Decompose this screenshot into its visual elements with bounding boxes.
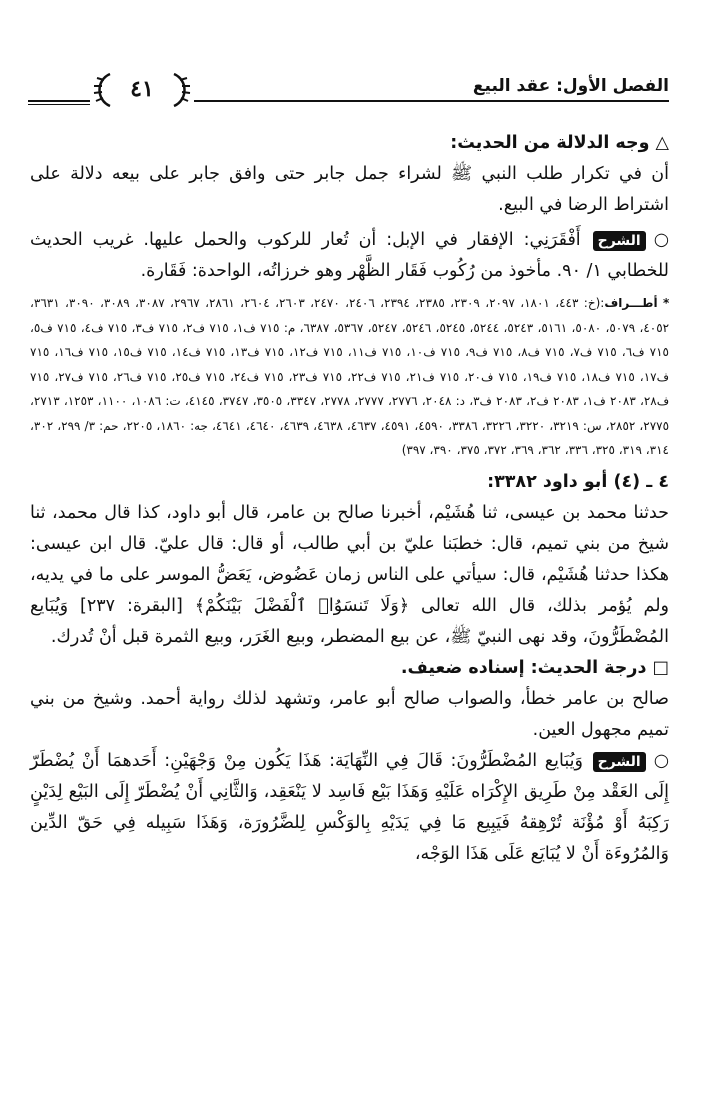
page-header <box>28 70 669 116</box>
circle-icon: ○ <box>653 750 669 771</box>
page-body <box>30 128 669 870</box>
sharh-paragraph-2 <box>30 746 669 870</box>
page-number: ٤١ <box>130 76 154 102</box>
hadith-heading: ٤ ـ (٤) أبو داود ٣٣٨٢: <box>487 471 669 492</box>
paragraph: أن في تكرار طلب النبي ﷺ لشراء جمل جابر حتى وافق جابر على بيعه دلالة على اشتراط الرضا في البيع. <box>30 164 669 215</box>
sharh-label: الشرح <box>593 231 646 251</box>
atraf-label: أطـــراف <box>604 296 658 310</box>
atraf-list <box>30 291 669 463</box>
grade-note: صالح بن عامر خطأ، والصواب صالح أبو عامر، وتشهد لذلك رواية أحمد. وشيخ من بني تميم مجهول العين. <box>30 688 669 740</box>
sharh-text: أَفْقَرَنِي: الإفقار في الإبل: أن تُعار للركوب والحمل عليها. غريب الحديث للخطابي ١/ ٩٠. مأخوذ من رُكُوب فَقَار الظَّهْر وهو خرزاتُه، الواحدة: فَقَارة. <box>30 230 669 281</box>
grade-text: درجة الحديث: إسناده ضعيف. <box>400 657 647 678</box>
section-heading <box>30 128 669 159</box>
page-number-badge <box>90 70 194 110</box>
square-icon: □ <box>652 657 669 678</box>
sharh-label: الشرح <box>593 752 646 772</box>
hadith-text: حدثنا محمد بن عيسى، ثنا هُشَيْم، أخبرنا صالح بن عامر، قال أبو داود، كذا قال محمد، ثنا شيخ من بني تميم، قال: خطبَنا عليّ بن أبي طالب، أو قال: قال عليّ. قال ابن عيسى: هكذا حدثنا هُشَيْم، قال: سيأتي على الناس زمان عَضُوض، يَعَضُّ الموسر على ما في يديه، ولم يُؤمر بذلك، قال الله تعالى ﴿وَلَا تَنسَوُا۟ ٱلْفَضْلَ بَيْنَكُمْ﴾ [البقرة: ٢٣٧] وَيُبَايع المُضْطَرُّونَ، وقد نهى النبيّ ﷺ، عن بيع المضطر، وبيع الغَرَر، وبيع الثمرة قبل أنْ تُدرك. <box>30 502 669 647</box>
heading-text: وجه الدلالة من الحديث: <box>450 133 650 153</box>
chapter-title: الفصل الأول: عقد البيع <box>472 76 669 96</box>
circle-icon: ○ <box>653 230 669 250</box>
atraf-text: :(خ: ٤٤٣، ١٨٠١، ٢٠٩٧، ٢٣٠٩، ٢٣٨٥، ٢٣٩٤، ٢٤٠٦، ٢٤٧٠، ٢٦٠٣، ٢٦٠٤، ٢٨٦١، ٢٩٦٧، ٣٠٨٧، ٣٠٨٩، ٣٠٩٠، ٣٦٣١، ٤٠٥٢، ٥٠٧٩، ٥٠٨٠، ٥١٦١، ٥٢٤٣، ٥٢٤٤، ٥٢٤٥، ٥٢٤٦، ٥٢٤٧، ٥٣٦٧، ٦٣٨٧، م: ٧١٥ ف١، ٧١٥ ف٢، ٧١٥ ف٣، ٧١٥ ف٤، ٧١٥ ف٥، ٧١٥ ف٦، ٧١٥ ف٧، ٧١٥ ف٨، ٧١٥ ف٩، ٧١٥ ف١٠، ٧١٥ ف١١، ٧١٥ ف١٢، ٧١٥ ف١٣، ٧١٥ ف١٤، ٧١٥ ف١٥، ٧١٥ ف١٦، ٧١٥ ف١٧، ٧١٥ ف١٨، ٧١٥ ف١٩، ٧١٥ ف٢٠، ٧١٥ ف٢١، ٧١٥ ف٢٢، ٧١٥ ف٢٣، ٧١٥ ف٢٤، ٧١٥ ف٢٥، ٧١٥ ف٢٦، ٧١٥ ف٢٧، ٧١٥ ف٢٨، ٢٠٨٣ ف١، ٢٠٨٣ ف٢، ٢٠٨٣ ف٣، د: ٢٠٤٨، ٢٧٧٦، ٢٧٧٧، ٢٧٧٨، ٣٣٤٧، ٣٥٠٥، ٣٧٤٧، ٤١٤٥، ت: ١٠٨٦، ١١٠٠، ١٢٥٣، ٢٧١٣، ٢٧٧٥، ٢٨٥٢، س: ٣٢١٩، ٣٢٢٠، ٣٢٢٦، ٣٣٨٦، ٤٥٩٠، ٤٥٩١، ٤٦٣٧، ٤٦٣٨، ٤٦٣٩، ٤٦٤٠، ٤٦٤١، جه: ١٨٦٠، ٢٢٠٥، حم: ٣/ ٢٩٩، ٣٠٢، ٣١٤، ٣١٩، ٣٢٥، ٣٣٦، ٣٦٢، ٣٦٩، ٣٧٢، ٣٧٥، ٣٩٠، ٣٩٧) <box>30 296 670 457</box>
sharh-text: وَيُبَايع المُضْطَرُّونَ: قَالَ فِي النِّهَايَة: هَذَا يَكُون مِنْ وَجْهَيْنِ: أَحَدهمَا أَنْ يُضْطَرّ إِلَى العَقْد مِنْ طَرِيق الإِكْرَاه عَلَيْهِ وَهَذَا بَيْع فَاسِد لا يَنْعَقِد، وَالثَّانِي أَنْ يُضْطَرّ إِلَى البَيْع لِدَيْنٍ رَكِبَهُ أَوْ مُؤْنَة تُرْهِقهُ فَيَبِيع مَا فِي يَدَيْهِ بِالوَكْسِ لِلضَّرُورَة، وَهَذَا سَبِيله فِي حَقّ الدِّين وَالمُرُوءَة أَنْ لا يُبَايَع عَلَى هَذَا الوَجْه، <box>30 750 669 864</box>
asterisk-icon: * <box>662 296 670 310</box>
sharh-paragraph <box>30 225 669 287</box>
grade-line <box>30 653 669 684</box>
triangle-icon: △ <box>655 133 669 153</box>
